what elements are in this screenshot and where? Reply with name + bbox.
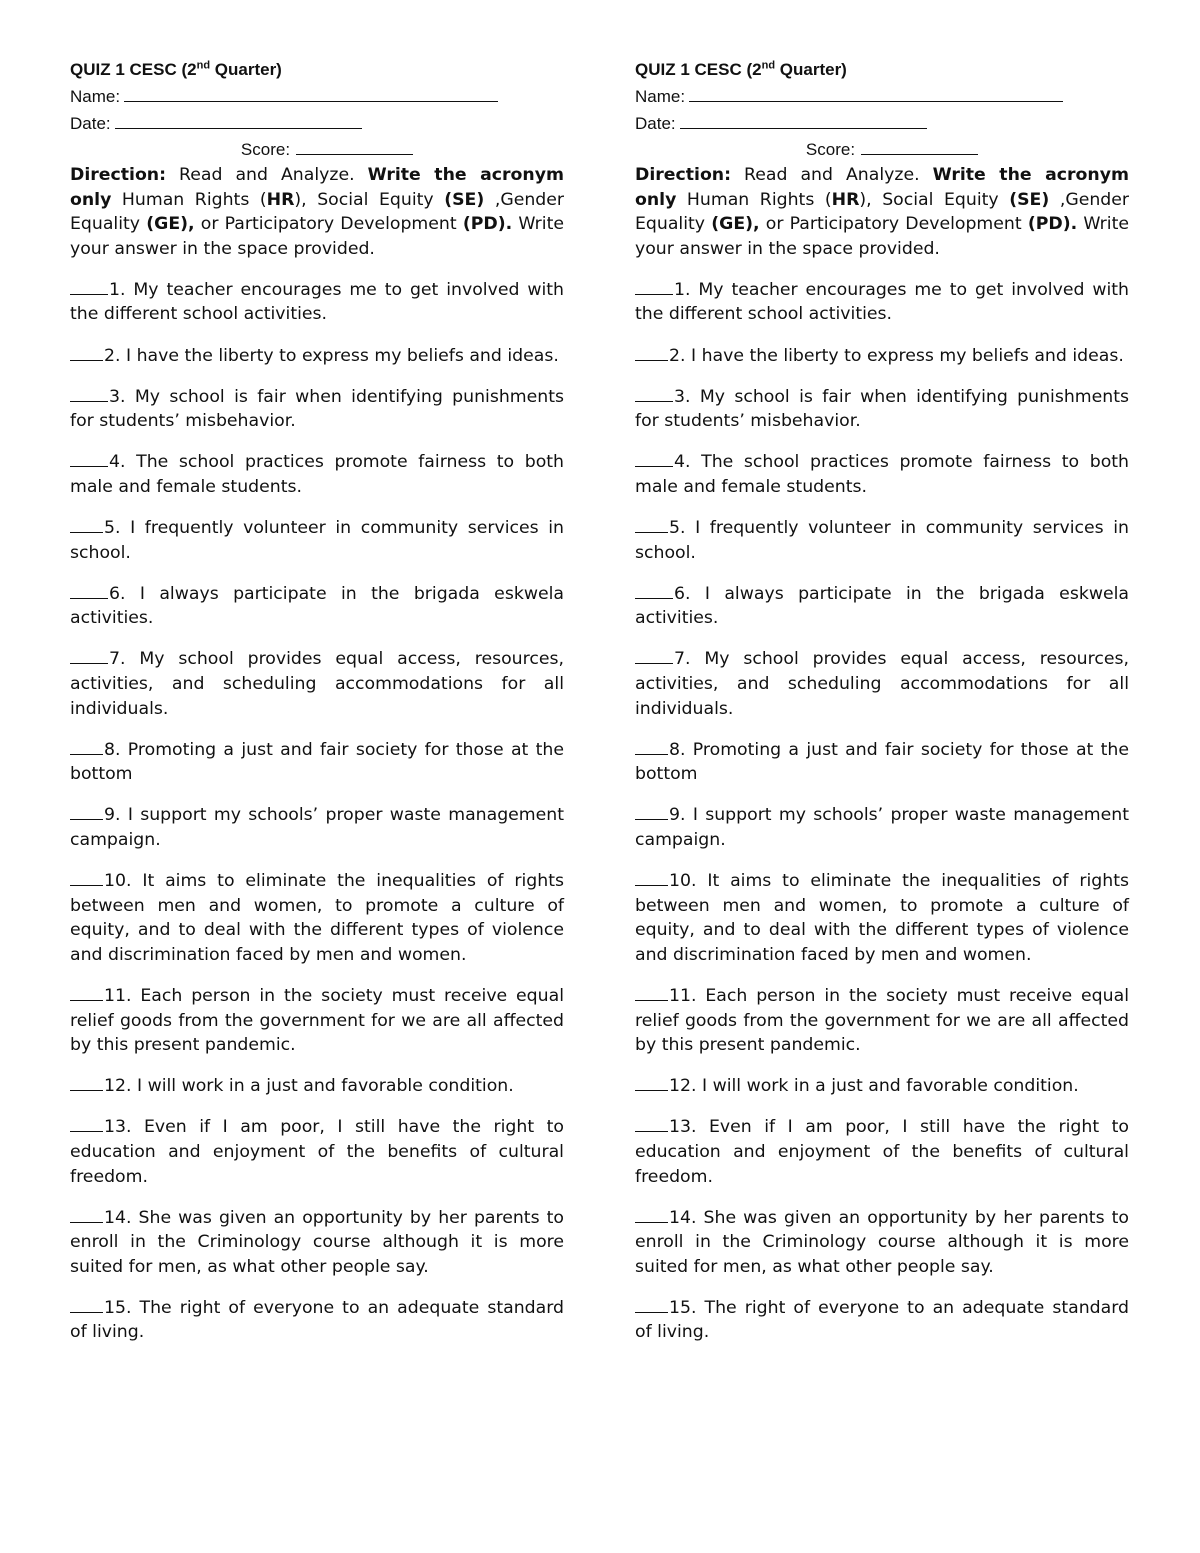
question-number: 14.: [104, 1207, 132, 1228]
direction-bold: Write the acronym only: [635, 165, 1129, 210]
name-line: [124, 84, 498, 102]
date-label: Date:: [635, 114, 676, 133]
question-number: 3.: [109, 386, 126, 407]
answer-blank: [70, 276, 108, 295]
question-text: I support my schools’ proper waste management campaign.: [635, 805, 1129, 850]
question-number: 2.: [669, 345, 686, 366]
question-item: [635, 867, 1129, 967]
question-item: [70, 982, 564, 1058]
question-item: [70, 1113, 564, 1189]
answer-blank: [70, 867, 103, 886]
question-item: [70, 867, 564, 967]
date-row: [70, 110, 564, 137]
question-text: I have the liberty to express my beliefs and ideas.: [120, 345, 559, 366]
question-text: My teacher encourages me to get involved with the different school activities.: [70, 279, 564, 325]
direction-bold: HR: [831, 189, 860, 210]
question-text: The school practices promote fairness to both male and female students.: [635, 452, 1129, 497]
question-text: I will work in a just and favorable condition.: [696, 1076, 1079, 1097]
direction-bold: (SE): [444, 189, 485, 210]
direction-bold: (PD).: [1027, 214, 1078, 235]
answer-blank: [635, 276, 673, 295]
question-number: 8.: [669, 739, 686, 760]
answer-blank: [70, 448, 108, 467]
title-suffix: Quarter): [210, 60, 282, 79]
question-number: 10.: [669, 871, 697, 892]
question-item: [70, 645, 564, 721]
answer-blank: [635, 383, 673, 402]
direction-text: Write your answer in the space provided.: [70, 214, 564, 259]
question-text: My school is fair when identifying punishments for students’ misbehavior.: [635, 386, 1129, 432]
question-text: I will work in a just and favorable condition.: [131, 1076, 514, 1097]
question-text: My school provides equal access, resources, activities, and scheduling accommodations for all individuals.: [635, 649, 1129, 719]
question-item: [635, 342, 1129, 369]
question-text: It aims to eliminate the inequalities of rights between men and women, to promote a culture of equity, and to deal with the different types of violence and discrimination faced by men and women.: [635, 871, 1129, 965]
question-number: 5.: [669, 518, 686, 539]
answer-blank: [635, 1294, 668, 1313]
date-row: [635, 110, 1129, 137]
score-row: [635, 137, 1129, 161]
question-number: 11.: [669, 985, 697, 1006]
question-number: 9.: [104, 805, 121, 826]
direction-label: Direction:: [70, 165, 167, 185]
question-number: 7.: [674, 649, 691, 670]
answer-blank: [70, 736, 103, 755]
question-item: [635, 580, 1129, 631]
direction-text: ), Social Equity: [294, 189, 445, 210]
question-item: [635, 1072, 1129, 1099]
score-line: [296, 137, 413, 155]
question-text: The right of everyone to an adequate standard of living.: [70, 1297, 564, 1343]
question-number: 5.: [104, 518, 121, 539]
question-text: She was given an opportunity by her parents to enroll in the Criminology course although it is more suited for men, as what other people say.: [70, 1207, 564, 1277]
quiz-title: [635, 56, 1129, 83]
question-number: 7.: [109, 649, 126, 670]
question-item: [70, 342, 564, 369]
question-text: My school is fair when identifying punishments for students’ misbehavior.: [70, 386, 564, 432]
answer-blank: [635, 1113, 668, 1132]
answer-blank: [70, 645, 108, 664]
answer-blank: [70, 1113, 103, 1132]
question-number: 9.: [669, 805, 686, 826]
question-text: I have the liberty to express my beliefs and ideas.: [685, 345, 1124, 366]
question-text: Even if I am poor, I still have the right to education and enjoyment of the benefits of cultural freedom.: [635, 1117, 1129, 1187]
direction-text: ,Gender Equality: [635, 189, 1129, 235]
question-number: 4.: [674, 452, 691, 473]
question-text: I frequently volunteer in community services in school.: [70, 518, 564, 563]
direction-text: Write your answer in the space provided.: [635, 214, 1129, 259]
direction-text: ,Gender Equality: [70, 189, 564, 235]
direction-text: Human Rights (: [111, 189, 267, 210]
question-item: [70, 1204, 564, 1280]
question-number: 15.: [104, 1297, 132, 1318]
question-text: She was given an opportunity by her parents to enroll in the Criminology course although it is more suited for men, as what other people say.: [635, 1207, 1129, 1277]
answer-blank: [70, 514, 103, 533]
score-label: Score:: [240, 140, 291, 159]
question-number: 11.: [104, 985, 132, 1006]
question-item: [635, 801, 1129, 852]
answer-blank: [70, 1204, 103, 1223]
direction-text: or Participatory Development: [194, 214, 463, 235]
question-item: [635, 448, 1129, 499]
date-label: Date:: [70, 114, 111, 133]
quiz-title: [70, 56, 564, 83]
question-number: 4.: [109, 452, 126, 473]
direction-bold: Write the acronym only: [70, 165, 564, 210]
answer-blank: [635, 580, 673, 599]
question-text: It aims to eliminate the inequalities of rights between men and women, to promote a culture of equity, and to deal with the different types of violence and discrimination faced by men and women.: [70, 871, 564, 965]
direction-text: Read and Analyze.: [731, 165, 933, 185]
score-line: [861, 137, 978, 155]
question-text: Each person in the society must receive equal relief goods from the government for we are all affected by this present pandemic.: [70, 985, 564, 1056]
question-text: Each person in the society must receive equal relief goods from the government for we are all affected by this present pandemic.: [635, 985, 1129, 1056]
answer-blank: [635, 342, 668, 361]
title-suffix: Quarter): [775, 60, 847, 79]
question-text: I frequently volunteer in community services in school.: [635, 518, 1129, 563]
direction-bold: (PD).: [462, 214, 513, 235]
question-text: My teacher encourages me to get involved with the different school activities.: [635, 279, 1129, 325]
question-item: [70, 383, 564, 434]
question-number: 3.: [674, 386, 691, 407]
answer-blank: [635, 514, 668, 533]
question-list: [70, 276, 564, 1345]
direction-text: or Participatory Development: [759, 214, 1028, 235]
question-item: [635, 982, 1129, 1058]
date-line: [115, 111, 362, 129]
question-item: [70, 736, 564, 787]
question-item: [70, 801, 564, 852]
question-number: 13.: [669, 1117, 697, 1138]
question-number: 6.: [109, 583, 126, 604]
question-number: 6.: [674, 583, 691, 604]
question-number: 15.: [669, 1297, 697, 1318]
question-item: [635, 1113, 1129, 1189]
question-item: [70, 514, 564, 565]
question-item: [635, 383, 1129, 434]
quiz-copy-left: [70, 56, 564, 1345]
answer-blank: [635, 1072, 668, 1091]
question-item: [635, 514, 1129, 565]
answer-blank: [635, 645, 673, 664]
answer-blank: [70, 801, 103, 820]
direction-text: Read and Analyze.: [166, 165, 368, 185]
question-number: 10.: [104, 871, 132, 892]
title-superscript: nd: [196, 59, 211, 72]
score-label: Score:: [805, 140, 856, 159]
question-text: I always participate in the brigada eskwela activities.: [635, 583, 1129, 629]
question-number: 1.: [674, 279, 691, 300]
answer-blank: [635, 801, 668, 820]
name-label: Name:: [635, 87, 686, 106]
answer-blank: [70, 580, 108, 599]
direction-paragraph: [70, 163, 564, 261]
title-prefix: QUIZ 1 CESC (2: [635, 60, 762, 79]
name-label: Name:: [70, 87, 121, 106]
question-number: 8.: [104, 739, 121, 760]
question-item: [70, 276, 564, 327]
direction-bold: (GE),: [146, 214, 195, 235]
question-text: Promoting a just and fair society for those at the bottom: [635, 739, 1129, 785]
answer-blank: [70, 342, 103, 361]
name-row: [635, 83, 1129, 110]
date-line: [680, 111, 927, 129]
question-text: Even if I am poor, I still have the right to education and enjoyment of the benefits of cultural freedom.: [70, 1117, 564, 1187]
answer-blank: [635, 736, 668, 755]
score-row: [70, 137, 564, 161]
answer-blank: [70, 1294, 103, 1313]
direction-label: Direction:: [635, 165, 732, 185]
question-number: 12.: [104, 1076, 132, 1097]
question-number: 1.: [109, 279, 126, 300]
direction-paragraph: [635, 163, 1129, 261]
question-number: 13.: [104, 1117, 132, 1138]
question-item: [635, 276, 1129, 327]
question-text: The right of everyone to an adequate standard of living.: [635, 1297, 1129, 1343]
direction-bold: HR: [266, 189, 295, 210]
name-line: [689, 84, 1063, 102]
question-text: I always participate in the brigada eskwela activities.: [70, 583, 564, 629]
answer-blank: [635, 1204, 668, 1223]
question-text: I support my schools’ proper waste management campaign.: [70, 805, 564, 850]
question-text: Promoting a just and fair society for those at the bottom: [70, 739, 564, 785]
question-text: The school practices promote fairness to both male and female students.: [70, 452, 564, 497]
direction-bold: (GE),: [711, 214, 760, 235]
question-item: [635, 736, 1129, 787]
answer-blank: [70, 383, 108, 402]
question-number: 14.: [669, 1207, 697, 1228]
question-item: [70, 1072, 564, 1099]
answer-blank: [70, 982, 103, 1001]
question-item: [635, 1204, 1129, 1280]
question-number: 2.: [104, 345, 121, 366]
answer-blank: [635, 982, 668, 1001]
name-row: [70, 83, 564, 110]
question-list: [635, 276, 1129, 1345]
direction-text: Human Rights (: [676, 189, 832, 210]
question-text: My school provides equal access, resources, activities, and scheduling accommodations for all individuals.: [70, 649, 564, 719]
title-prefix: QUIZ 1 CESC (2: [70, 60, 197, 79]
answer-blank: [635, 448, 673, 467]
question-item: [635, 1294, 1129, 1345]
question-item: [635, 645, 1129, 721]
answer-blank: [70, 1072, 103, 1091]
quiz-copy-right: [635, 56, 1129, 1345]
question-number: 12.: [669, 1076, 697, 1097]
direction-bold: (SE): [1009, 189, 1050, 210]
question-item: [70, 1294, 564, 1345]
question-item: [70, 448, 564, 499]
title-superscript: nd: [761, 59, 776, 72]
answer-blank: [635, 867, 668, 886]
direction-text: ), Social Equity: [859, 189, 1010, 210]
question-item: [70, 580, 564, 631]
